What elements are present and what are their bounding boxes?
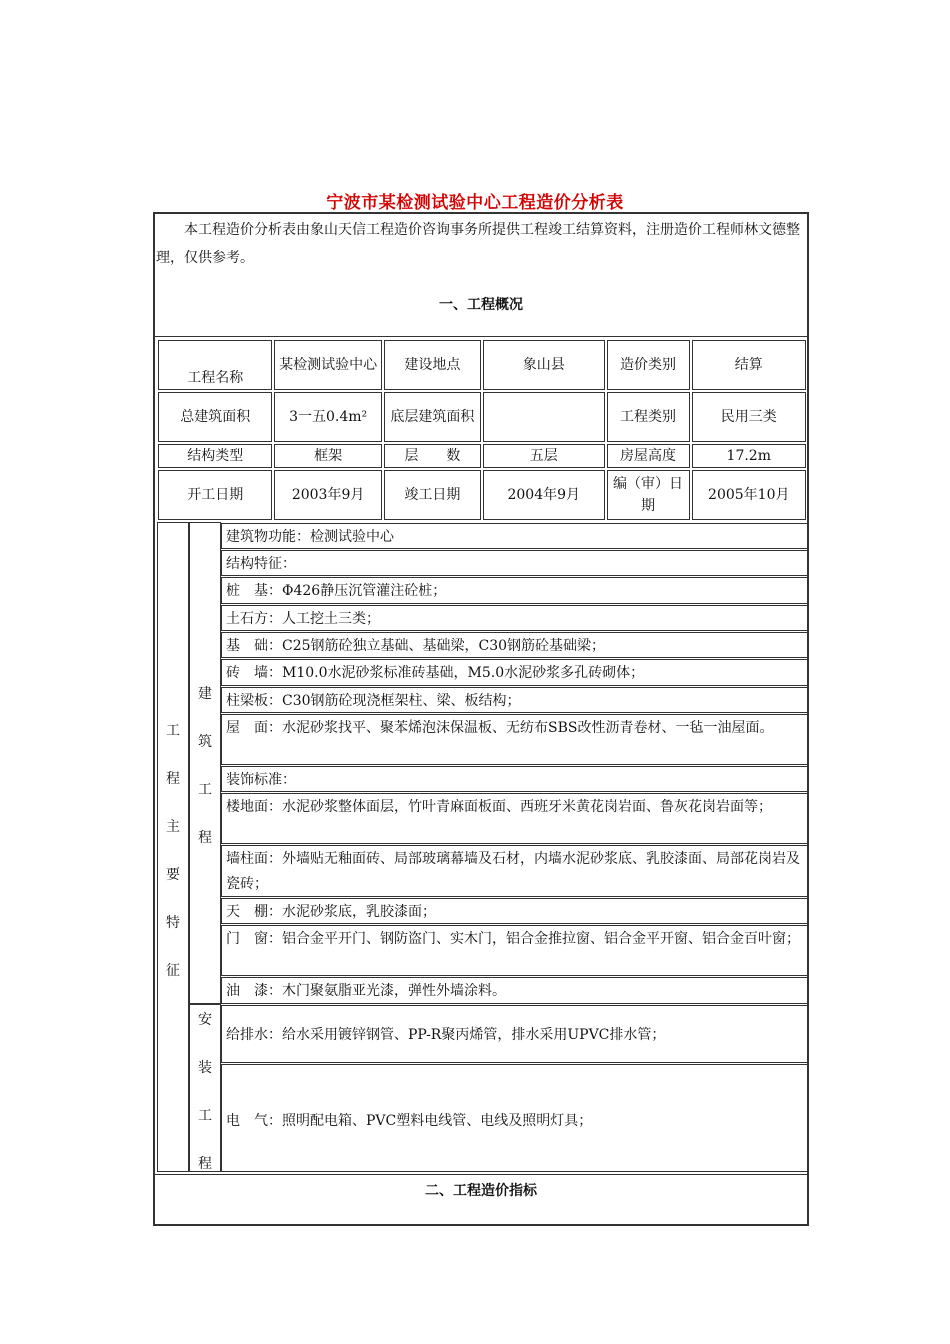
feature-row-ceiling: 天 棚：水泥砂浆底，乳胶漆面； bbox=[221, 898, 808, 924]
feature-row-earthwork: 土石方：人工挖土三类； bbox=[221, 605, 808, 631]
table-cell: 某检测试验中心 bbox=[274, 340, 381, 390]
table-cell: 五层 bbox=[483, 444, 605, 468]
table-cell: 2004年9月 bbox=[483, 470, 605, 520]
page-title: 宁波市某检测试验中心工程造价分析表 bbox=[326, 193, 624, 213]
table-cell: 开工日期 bbox=[158, 470, 272, 520]
table-cell: 建设地点 bbox=[384, 340, 481, 390]
table-row bbox=[158, 392, 806, 442]
table-cell: 竣工日期 bbox=[384, 470, 481, 520]
feature-row-brick-wall: 砖 墙：M10.0水泥砂浆标准砖基础，M5.0水泥砂浆多孔砖砌体； bbox=[221, 659, 808, 686]
main-features-label: 工 程 主 要 特 征 bbox=[166, 723, 180, 979]
feature-row-column-beam: 柱梁板：C30钢筋砼现浇框架柱、梁、板结构； bbox=[221, 687, 808, 713]
basic-info-table bbox=[156, 338, 808, 522]
feature-row-pile: 桩 基：Φ426静压沉管灌注砼桩； bbox=[221, 577, 808, 604]
feature-row-roof: 屋 面：水泥砂浆找平、聚苯烯泡沫保温板、无纺布SBS改性沥青卷材、一毡一油屋面。 bbox=[221, 714, 808, 765]
table-cell: 造价类别 bbox=[607, 340, 690, 390]
table-cell: 编（审）日期 bbox=[607, 470, 690, 520]
table-cell: 3一五0.4m² bbox=[274, 392, 381, 442]
table-cell: 房屋高度 bbox=[607, 444, 690, 468]
intro-paragraph: 本工程造价分析表由象山天信工程造价咨询事务所提供工程竣工结算资料，注册造价工程师林文德整理，仅供参考。 bbox=[156, 222, 800, 266]
table-cell: 2003年9月 bbox=[274, 470, 381, 520]
table-cell: 17.2m bbox=[692, 444, 806, 468]
table-cell: 2005年10月 bbox=[692, 470, 806, 520]
divider bbox=[155, 336, 808, 337]
table-row bbox=[158, 340, 806, 390]
install-works-label: 安 装 工 程 bbox=[198, 1012, 212, 1172]
table-cell: 民用三类 bbox=[692, 392, 806, 442]
building-works-label: 建 筑 工 程 bbox=[198, 686, 212, 846]
table-row bbox=[158, 470, 806, 520]
table-cell: 工程名称 bbox=[158, 340, 272, 390]
feature-row-foundation: 基 础：C25钢筋砼独立基础、基础梁，C30钢筋砼基础梁； bbox=[221, 632, 808, 658]
table-cell: 底层建筑面积 bbox=[384, 392, 481, 442]
feature-row-structure: 结构特征： bbox=[221, 550, 808, 576]
feature-row-doors-windows: 门 窗：铝合金平开门、钢防盗门、实木门，铝合金推拉窗、铝合金平开窗、铝合金百叶窗； bbox=[221, 925, 808, 976]
feature-row-decoration: 装饰标准： bbox=[221, 766, 808, 792]
table-cell: 结算 bbox=[692, 340, 806, 390]
feature-row-paint: 油 漆：木门聚氨脂亚光漆，弹性外墙涂料。 bbox=[221, 977, 808, 1004]
feature-row-function: 建筑物功能：检测试验中心 bbox=[221, 523, 808, 549]
feature-row-wall-finish: 墙柱面：外墙贴无釉面砖、局部玻璃幕墙及石材，内墙水泥砂浆底、乳胶漆面、局部花岗岩及瓷砖； bbox=[221, 845, 808, 897]
table-cell: 结构类型 bbox=[158, 444, 272, 468]
install-row-electrical: 电 气：照明配电箱、PVC塑料电线管、电线及照明灯具； bbox=[221, 1064, 808, 1172]
table-cell: 总建筑面积 bbox=[158, 392, 272, 442]
table-cell: 层 数 bbox=[384, 444, 481, 468]
divider bbox=[155, 1174, 808, 1175]
section-heading-cost-index: 二、工程造价指标 bbox=[425, 1183, 537, 1199]
install-row-plumbing: 给排水：给水采用镀锌钢管、PP-R聚丙烯管，排水采用UPVC排水管； bbox=[221, 1005, 808, 1063]
table-row bbox=[158, 444, 806, 468]
table-cell: 工程类别 bbox=[607, 392, 690, 442]
table-cell: 象山县 bbox=[483, 340, 605, 390]
section-heading-overview: 一、工程概况 bbox=[439, 297, 523, 313]
table-cell bbox=[483, 392, 605, 442]
feature-row-floor: 楼地面：水泥砂浆整体面层，竹叶青麻面板面、西班牙米黄花岗岩面、鲁灰花岗岩面等； bbox=[221, 793, 808, 844]
table-cell: 框架 bbox=[274, 444, 381, 468]
